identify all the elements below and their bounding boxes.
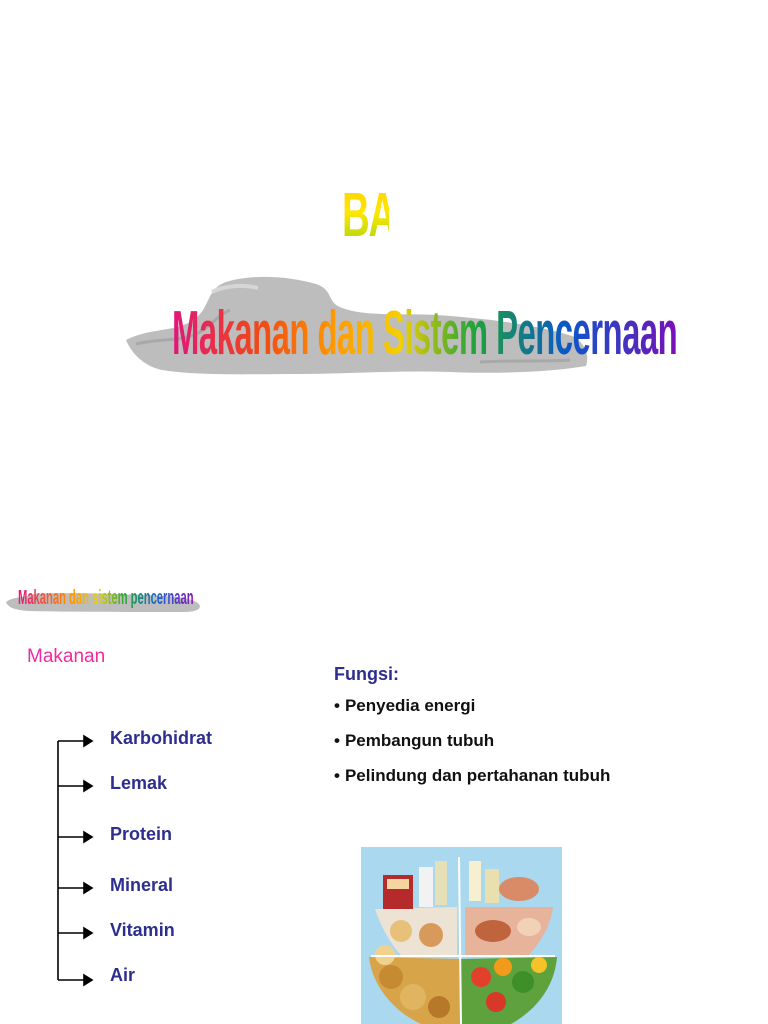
nutrient-mineral: Mineral bbox=[110, 875, 174, 895]
chapter-wordart: BAB 6 bbox=[342, 176, 389, 256]
makanan-label: Makanan bbox=[27, 646, 106, 667]
nutrient-karbohidrat: Karbohidrat bbox=[110, 728, 213, 748]
nutrient-lemak: Lemak bbox=[110, 773, 168, 793]
nutrient-air: Air bbox=[110, 965, 136, 985]
mini-logo bbox=[4, 584, 204, 614]
food-group-image bbox=[361, 847, 562, 1024]
fungsi-list bbox=[334, 696, 610, 801]
title-text: Makanan dan Sistem Pencernaan bbox=[172, 292, 677, 376]
fungsi-item: • Pelindung dan pertahanan tubuh bbox=[334, 766, 611, 785]
nutrient-tree-connector bbox=[50, 730, 110, 990]
fungsi-item: • Penyedia energi bbox=[334, 696, 476, 715]
nutrient-vitamin: Vitamin bbox=[110, 920, 175, 940]
title-wordart bbox=[120, 270, 678, 382]
fungsi-item: • Pembangun tubuh bbox=[334, 731, 495, 750]
content-slide bbox=[0, 560, 768, 1024]
nutrient-protein: Protein bbox=[110, 824, 173, 844]
mini-logo-text: Makanan dan sistem pencernaan bbox=[18, 587, 194, 609]
fungsi-heading: Fungsi: bbox=[334, 664, 399, 684]
